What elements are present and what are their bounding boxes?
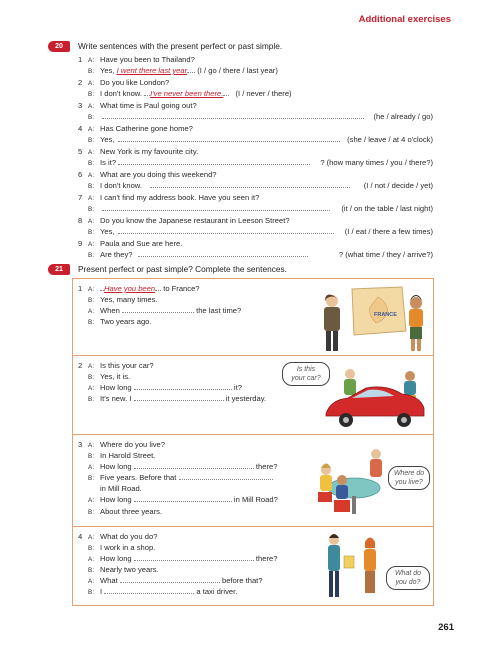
line-text: Nearly two years. (100, 565, 159, 574)
speaker-label: A: (88, 57, 95, 64)
ex20-item-6-a (78, 170, 217, 181)
item-number: 3 (78, 440, 83, 449)
item-number: 2 (78, 361, 83, 370)
illustration-travel-conversation (318, 283, 430, 353)
speaker-label: A: (88, 534, 95, 541)
line-text: Yes, it is. (100, 372, 131, 381)
bubble-text: What do (394, 570, 422, 577)
speaker-label: B: (88, 114, 95, 121)
ex20-item-1-b (88, 66, 278, 77)
speaker-label: B: (88, 68, 95, 75)
answer-blank[interactable] (134, 383, 232, 390)
ex21-block-1-line-2 (88, 295, 158, 306)
ex20-item-2-b (88, 89, 292, 100)
line-text: a taxi driver. (196, 587, 238, 596)
ex21-block-1-line-3 (88, 306, 241, 317)
illustration-red-car (322, 362, 430, 432)
ex21-block-2-line-3 (88, 383, 242, 394)
bubble-text: your car? (291, 375, 321, 382)
item-number: 5 (78, 147, 83, 156)
speaker-label: B: (88, 396, 95, 403)
ex20-item-3-b (88, 112, 100, 123)
ex21-block-2-line-1 (78, 361, 154, 372)
speaker-label: B: (88, 91, 95, 98)
divider (72, 526, 434, 527)
speaker-label: B: (88, 374, 95, 381)
hint-text: (she / leave / at 4 o'clock) (347, 135, 433, 144)
answer-blank[interactable] (102, 204, 330, 211)
ex20-item-2-a (78, 78, 169, 89)
answer-prefix: Yes, (100, 135, 115, 144)
exercise-20-title: Write sentences with the present perfect or past simple. (78, 41, 283, 51)
item-number: 1 (78, 284, 83, 293)
item-number: 2 (78, 78, 83, 87)
speaker-label: B: (88, 229, 95, 236)
ex20-item-4-a (78, 124, 193, 135)
answer-blank[interactable] (134, 554, 254, 561)
item-number: 4 (78, 124, 83, 133)
speaker-label: B: (88, 252, 95, 259)
ex21-block-3-line-3 (88, 462, 277, 473)
answer-prefix: I don't know. (100, 181, 142, 190)
ex20-item-3-a (78, 101, 197, 112)
line-text: How long (100, 495, 132, 504)
item-number: 3 (78, 101, 83, 110)
line-text: I (100, 587, 103, 596)
answer-blank[interactable] (150, 181, 350, 188)
ex21-block-3-line-7 (88, 507, 162, 518)
ex21-block-3-line-2 (88, 451, 155, 462)
line-text: What (100, 576, 118, 585)
item-number: 1 (78, 55, 83, 64)
line-text: it? (233, 383, 242, 392)
answer-blank[interactable] (102, 112, 364, 119)
line-text: How long (100, 462, 132, 471)
ex20-item-7-a (78, 193, 259, 204)
line-text: Where do you live? (100, 440, 166, 449)
speaker-label: B: (88, 183, 95, 190)
speaker-label: B: (88, 297, 95, 304)
ex20-item-4-b (88, 135, 115, 146)
speaker-label: B: (88, 137, 95, 144)
section-header: Additional exercises (358, 14, 451, 25)
answer-blank[interactable] (138, 250, 308, 257)
ex21-block-4-line-5 (88, 576, 263, 587)
ex20-item-8-a (78, 216, 290, 227)
line-text: in Mill Road? (233, 495, 278, 504)
line-text: in Mill Road. (100, 484, 142, 493)
hint-text: ? (what time / they / arrive?) (338, 250, 433, 259)
hint-text: (I / eat / there a few times) (344, 227, 433, 236)
page-number: 261 (438, 622, 454, 633)
speaker-label: B: (88, 589, 95, 596)
example-answer: Have you been (104, 284, 156, 293)
ex21-block-4-line-2 (88, 543, 155, 554)
ex21-block-1-line-4 (88, 317, 152, 328)
line-text: What do you do? (100, 532, 158, 541)
question-text: Do you know the Japanese restaurant in Leeson Street? (100, 216, 290, 225)
answer-blank[interactable] (118, 158, 310, 165)
speaker-label: A: (88, 80, 95, 87)
speaker-label: A: (88, 172, 95, 179)
line-text: When (100, 306, 120, 315)
line-text: it yesterday. (225, 394, 267, 403)
illustration-shop-conversation (320, 530, 386, 604)
divider (72, 355, 434, 356)
ex21-block-1-line-1 (78, 284, 200, 295)
question-text: Has Catherine gone home? (100, 124, 193, 133)
line-text: How long (100, 383, 132, 392)
speaker-label: A: (88, 126, 95, 133)
speaker-label: A: (88, 363, 95, 370)
answer-prefix: Are they? (100, 250, 133, 259)
speech-bubble (388, 466, 430, 490)
ex20-item-6-b (88, 181, 142, 192)
speaker-label: A: (88, 578, 95, 585)
speaker-label: B: (88, 567, 95, 574)
item-number: 7 (78, 193, 83, 202)
answer-blank[interactable] (134, 462, 254, 469)
line-text: Two years ago. (100, 317, 152, 326)
speaker-label: B: (88, 319, 95, 326)
hint-text: (I / not / decide / yet) (363, 181, 433, 190)
ex21-block-2-line-4 (88, 394, 266, 405)
question-text: Do you like London? (100, 78, 170, 87)
speaker-label: A: (88, 556, 95, 563)
speaker-label: A: (88, 103, 95, 110)
speaker-label: A: (88, 464, 95, 471)
question-text: I can't find my address book. Have you seen it? (100, 193, 260, 202)
bubble-text: Is this (296, 366, 316, 373)
speaker-label: A: (88, 497, 95, 504)
example-answer: I went there last year (116, 66, 188, 75)
speaker-label: A: (88, 308, 95, 315)
speaker-label: A: (88, 442, 95, 449)
bubble-text: you live? (395, 479, 423, 486)
answer-blank[interactable] (134, 495, 232, 502)
ex20-item-9-a (78, 239, 182, 250)
ex21-block-3-line-5 (100, 484, 142, 494)
question-text: What are you doing this weekend? (100, 170, 217, 179)
speaker-label: A: (88, 195, 95, 202)
answer-prefix: I don't know. (100, 89, 142, 98)
illustration-meeting-table (312, 440, 392, 522)
speaker-label: A: (88, 385, 95, 392)
answer-blank[interactable] (120, 576, 220, 583)
bubble-text: Where do (393, 470, 425, 477)
speaker-label: B: (88, 545, 95, 552)
question-text: New York is my favourite city. (100, 147, 199, 156)
line-text: there? (255, 462, 278, 471)
ex21-block-2-line-2 (88, 372, 130, 383)
ex21-block-3-line-6 (88, 495, 278, 506)
ex20-item-9-b (88, 250, 133, 261)
hint-text: (I / go / there / last year) (197, 66, 278, 75)
item-number: 4 (78, 532, 83, 541)
line-text: It's new. I (100, 394, 132, 403)
ex20-item-1-a (78, 55, 195, 66)
hint-text: (it / on the table / last night) (341, 204, 433, 213)
ex20-item-8-b (88, 227, 115, 238)
answer-prefix: Yes, (100, 66, 115, 75)
exercise-number-badge: 20 (48, 41, 70, 52)
ex21-block-4-line-1 (78, 532, 157, 543)
map-label: FRANCE (374, 312, 397, 318)
question-text: What time is Paul going out? (100, 101, 197, 110)
line-text: there? (255, 554, 278, 563)
line-text: In Harold Street. (100, 451, 156, 460)
ex21-block-3-line-4 (88, 473, 273, 484)
speaker-label: A: (88, 218, 95, 225)
speaker-label: A: (88, 286, 95, 293)
question-text: Have you been to Thailand? (100, 55, 195, 64)
ex21-block-3-line-1 (78, 440, 165, 451)
hint-text: ? (how many times / you / there?) (320, 158, 433, 167)
hint-text: (I / never / there) (235, 89, 292, 98)
item-number: 9 (78, 239, 83, 248)
line-text: Is this your car? (100, 361, 154, 370)
exercise-number-badge: 21 (48, 264, 70, 275)
answer-blank[interactable] (118, 227, 334, 234)
divider (72, 434, 434, 435)
hint-text: (he / already / go) (373, 112, 433, 121)
speaker-label: B: (88, 509, 95, 516)
answer-blank[interactable] (104, 587, 194, 594)
line-text: Yes, many times. (100, 295, 158, 304)
speaker-label: B: (88, 475, 95, 482)
speaker-label: B: (88, 453, 95, 460)
answer-prefix: Yes, (100, 227, 115, 236)
answer-blank[interactable] (134, 394, 224, 401)
line-text: I work in a shop. (100, 543, 156, 552)
line-text: before that? (221, 576, 263, 585)
bubble-text: you do? (395, 579, 421, 586)
speaker-label: A: (88, 241, 95, 248)
question-text: Paula and Sue are here. (100, 239, 183, 248)
item-number: 6 (78, 170, 83, 179)
answer-prefix: Is it? (100, 158, 117, 167)
answer-blank[interactable] (118, 135, 340, 142)
speaker-label: A: (88, 149, 95, 156)
line-text: to France? (163, 284, 200, 293)
line-text: the last time? (196, 306, 242, 315)
ex21-block-4-line-3 (88, 554, 277, 565)
ex21-block-4-line-4 (88, 565, 159, 576)
line-text: Five years. Before that (100, 473, 177, 482)
exercise-21-title: Present perfect or past simple? Complete the sentences. (78, 264, 287, 274)
example-answer: I've never been there. (150, 89, 224, 98)
ex20-item-7-b (88, 204, 100, 215)
answer-blank[interactable] (122, 306, 194, 313)
speech-bubble (386, 566, 430, 590)
speaker-label: B: (88, 160, 95, 167)
ex21-block-4-line-6 (88, 587, 237, 598)
item-number: 8 (78, 216, 83, 225)
speaker-label: B: (88, 206, 95, 213)
line-text: How long (100, 554, 132, 563)
ex20-item-5-b (88, 158, 116, 169)
answer-blank[interactable] (179, 473, 273, 480)
line-text: About three years. (100, 507, 163, 516)
ex20-item-5-a (78, 147, 198, 158)
